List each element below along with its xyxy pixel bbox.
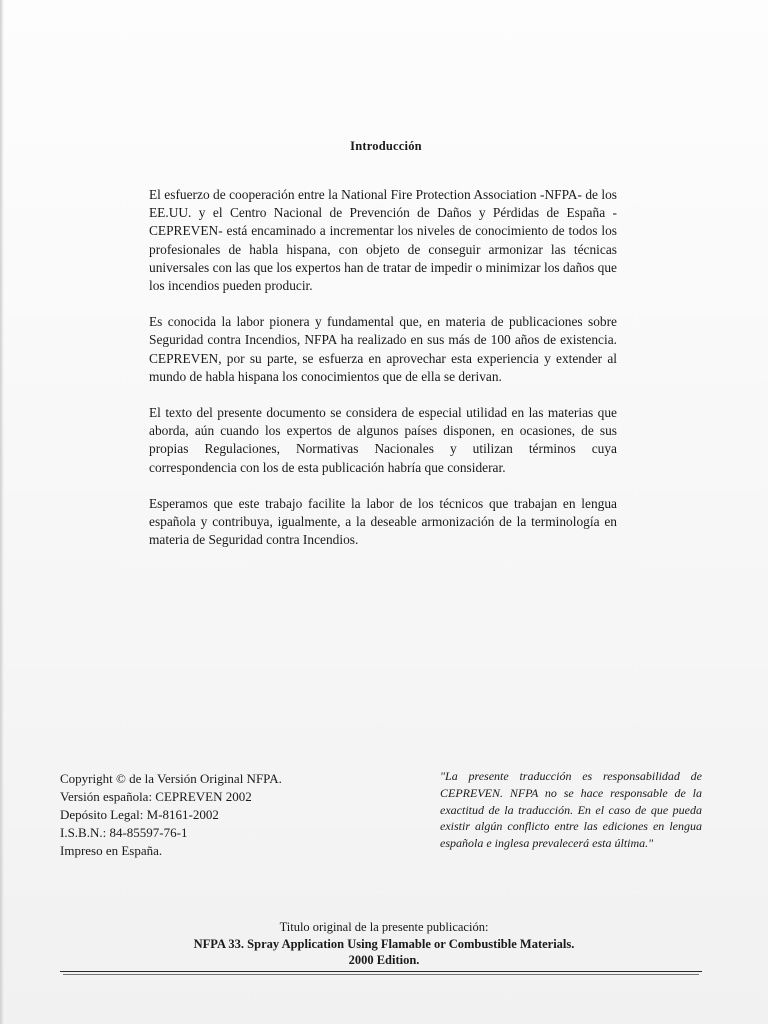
footer-divider-thin [63, 974, 699, 975]
original-title-block [0, 919, 768, 969]
page-title: Introducción [350, 139, 422, 153]
original-title-label: Titulo original de la presente publicación: [279, 920, 489, 934]
translation-disclaimer: "La presente traducción es responsabilidad de CEPREVEN. NFPA no se hace responsable de la exactitud de la traducción. En el caso de que pueda existir algún conflicto entre las ediciones en lengua española e inglesa prevalecerá esta última." [440, 769, 702, 851]
spanish-version-line: Versión española: CEPREVEN 2002 [60, 789, 252, 804]
paragraph-1: El esfuerzo de cooperación entre la National Fire Protection Association -NFPA- de los EE.UU. y el Centro Nacional de Prevención de Daños y Pérdidas de España -CEPREVEN- está encaminado a incrementar los niveles de conocimiento de todos los profesionales de habla hispana, con objeto de conseguir armonizar las técnicas universales con las que los expertos han de tratar de impedir o minimizar los daños que los incendios pueden producir. [149, 187, 617, 294]
copyright-line: Copyright © de la Versión Original NFPA. [60, 771, 282, 786]
paragraph-3: El texto del presente documento se considera de especial utilidad en las materias que aborda, aún cuando los expertos de algunos países disponen, en ocasiones, de sus propias Regulaciones, Normativas Nacionales y utilizan términos cuya correspondencia con los de esta publicación habría que considerar. [149, 405, 617, 475]
paragraph-4: Esperamos que este trabajo facilite la labor de los técnicos que trabajan en lengua española y contribuya, igualmente, a la deseable armonización de la terminología en materia de Seguridad contra Incendios. [149, 495, 617, 548]
printed-in-line: Impreso en España. [60, 843, 163, 858]
isbn-line: I.S.B.N.: 84-85597-76-1 [60, 825, 188, 840]
paragraph-2: Es conocida la labor pionera y fundamental que, en materia de publicaciones sobre Seguridad contra Incendios, NFPA ha realizado en sus más de 100 años de existencia. CEPREVEN, por su parte, se esfuerza en aprovechar esta experiencia y extender al mundo de habla hispana los conocimientos que de ella se derivan. [149, 314, 617, 384]
introduction-body [149, 186, 617, 567]
legal-deposit-line: Depósito Legal: M-8161-2002 [60, 807, 219, 822]
footer-divider [60, 971, 702, 972]
copyright-block [60, 770, 390, 860]
original-title-name: NFPA 33. Spray Application Using Flamable or Combustible Materials. [193, 936, 575, 951]
original-title-edition: 2000 Edition. [348, 953, 420, 967]
